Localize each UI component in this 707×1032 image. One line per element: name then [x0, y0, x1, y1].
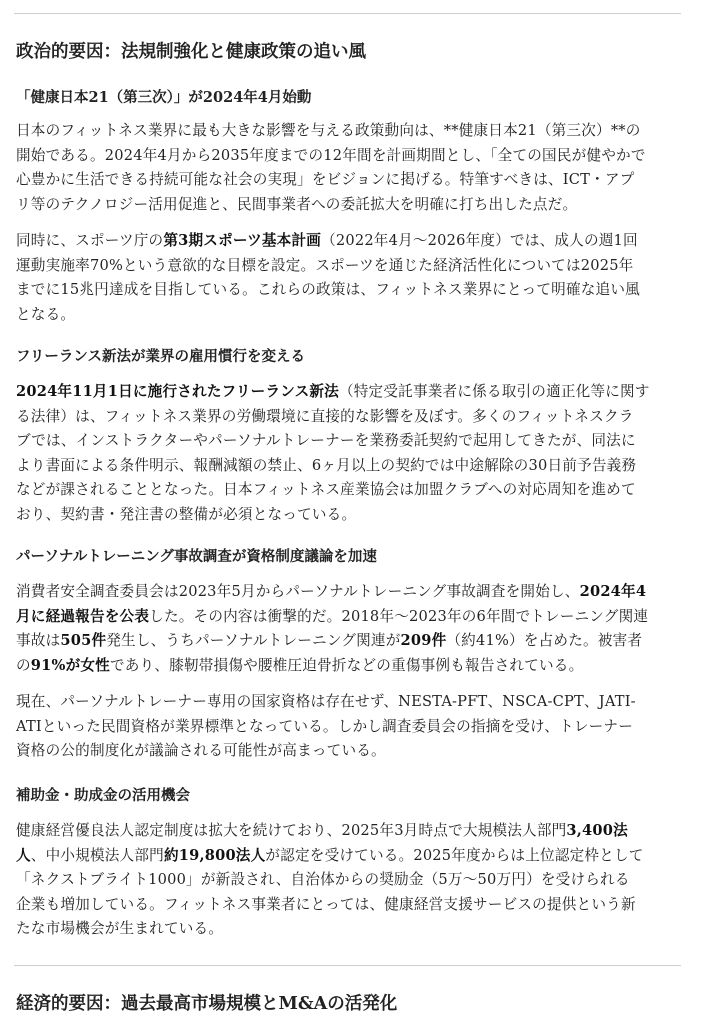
- emphasis: 505件: [60, 632, 107, 649]
- text-line: [16, 605, 688, 630]
- text-run: であり、膝靭帯損傷や腰椎圧迫骨折などの重傷事例も報告されている。: [109, 656, 584, 674]
- paragraph-accident-survey: [16, 580, 688, 678]
- text-line: [16, 819, 688, 844]
- text-run: 消費者安全調査委員会は2023年5月からパーソナルトレーニング事故調査を開始し、: [16, 583, 580, 600]
- text-line: 開始である。2024年4月から2035年度までの12年間を計画期間とし、「全ての国民が健やかで: [16, 146, 646, 164]
- text-line: [16, 229, 688, 254]
- subheading-subsidies: 補助金・助成金の活用機会: [16, 787, 190, 804]
- text-line: リ等のテクノロジー活用促進と、民間事業者への委託拡大を明確に打ち出した点だ。: [16, 195, 578, 213]
- text-run: 同時に、スポーツ庁の: [16, 232, 164, 249]
- text-line: [16, 580, 688, 605]
- text-run: が認定を受けている。2025年度からは上位認定枠として: [265, 846, 644, 864]
- divider-section: [14, 965, 681, 966]
- text-line: 日本のフィットネス業界に最も大きな影響を与える政策動向は、**健康日本21（第三次）**の: [16, 122, 641, 139]
- emphasis: 209件: [400, 632, 447, 649]
- paragraph-freelance-law: [16, 380, 688, 527]
- subheading-freelance-law: フリーランス新法が業界の雇用慣行を変える: [16, 348, 305, 365]
- text-line: [16, 844, 688, 869]
- text-run: （特定受託事業者に係る取引の適正化等に関す: [338, 383, 650, 400]
- emphasis: 月に経過報告を公表: [16, 607, 150, 625]
- emphasis: 91%が女性: [30, 656, 110, 674]
- text-line: [16, 380, 688, 405]
- text-line: 運動実施率70%という意欲的な目標を設定。スポーツを通じた経済活性化については2025年: [16, 256, 634, 274]
- text-line: より書面による条件明示、報酬減額の禁止、6ヶ月以上の契約では中途解除の30日前予告義務: [16, 456, 637, 474]
- section-title-political: 政治的要因：法規制強化と健康政策の追い風: [16, 42, 366, 62]
- paragraph-sports-plan: [16, 229, 688, 327]
- text-run: （2022年4月〜2026年度）では、成人の週1回: [321, 232, 638, 249]
- text-line: 心豊かに生活できる持続可能な社会の実現」をビジョンに掲げる。特筆すべきは、ICT・アプ: [16, 171, 635, 188]
- emphasis: 人: [16, 846, 31, 864]
- text-line: [16, 654, 688, 679]
- text-run: 健康経営優良法人認定制度は拡大を続けており、2025年3月時点で大規模法人部門: [16, 822, 567, 839]
- text-line: 「ネクストブライト1000」が新設され、自治体からの奨励金（5万〜50万円）を受けられる: [16, 871, 630, 888]
- text-line: 現在、パーソナルトレーナー専用の国家資格は存在せず、NESTA-PFT、NSCA-CPT、JATI-: [16, 693, 636, 710]
- text-line: おり、契約書・発注書の整備が必須となっている。: [16, 505, 357, 523]
- subheading-health-japan-21: 「健康日本21（第三次）」が2024年4月始動: [16, 89, 312, 106]
- emphasis: 2024年4: [579, 583, 647, 600]
- paragraph-qualifications: [16, 690, 688, 764]
- text-line: 企業も増加している。フィットネス事業者にとっては、健康経営支援サービスの提供という新: [16, 895, 636, 913]
- emphasis: 第3期スポーツ基本計画: [163, 232, 322, 249]
- paragraph-subsidies: [16, 819, 688, 942]
- emphasis: 約19,800法人: [163, 846, 266, 864]
- paragraph-health-japan-21: [16, 119, 688, 217]
- subheading-accident-survey: パーソナルトレーニング事故調査が資格制度議論を加速: [16, 548, 377, 565]
- text-line: ATIといった民間資格が業界標準となっている。しかし調査委員会の指摘を受け、トレーナー: [16, 717, 634, 735]
- text-line: たな市場機会が生まれている。: [16, 920, 224, 937]
- text-line: ブでは、インストラクターやパーソナルトレーナーを業務委託契約で起用してきたが、同法に: [16, 432, 636, 449]
- text-line: る法律）は、フィットネス業界の労働環境に直接的な影響を及ぼす。多くのフィットネスクラ: [16, 407, 634, 425]
- text-run: （約41%）を占めた。被害者: [446, 632, 643, 649]
- section-title-economic: 経済的要因：過去最高市場規模とM&Aの活発化: [16, 994, 398, 1014]
- text-run: 、中小規模法人部門: [30, 846, 164, 864]
- emphasis: 2024年11月1日に施行されたフリーランス新法: [16, 383, 339, 400]
- text-line: などが課されることとなった。日本フィットネス産業協会は加盟クラブへの対応周知を進めて: [16, 481, 636, 498]
- text-run: の: [16, 656, 31, 674]
- text-run: 発生し、うちパーソナルトレーニング関連が: [106, 632, 401, 649]
- text-line: までに15兆円達成を目指している。これらの政策は、フィットネス業界にとって明確な追い風: [16, 281, 640, 298]
- text-line: 資格の公的制度化が議論される可能性が高まっている。: [16, 742, 386, 759]
- emphasis: 3,400法: [566, 822, 628, 839]
- divider-top: [14, 13, 681, 14]
- text-run: 事故は: [16, 632, 61, 649]
- text-line: [16, 629, 688, 654]
- text-run: した。その内容は衝撃的だ。2018年〜2023年の6年間でトレーニング関連: [149, 607, 649, 625]
- text-line: となる。: [16, 305, 76, 323]
